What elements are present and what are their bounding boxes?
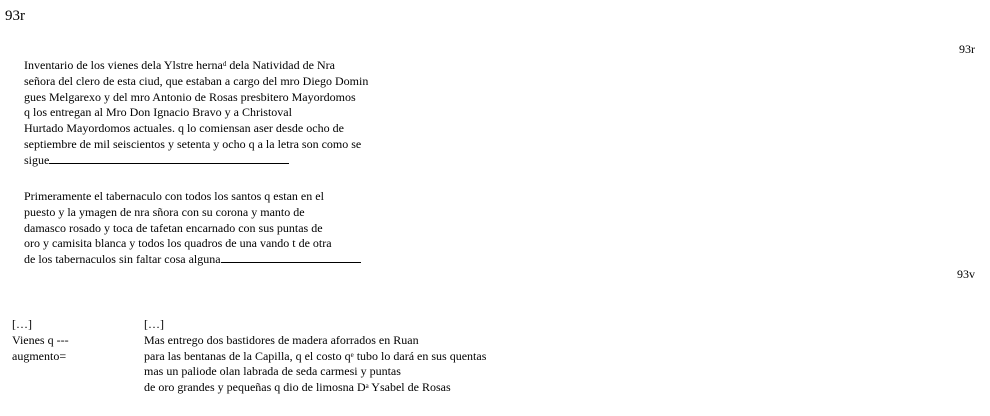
text-line: septiembre de mil seiscientos y setenta y ocho q a la letra son como se	[24, 136, 362, 151]
superscript-abbrev: d	[222, 60, 227, 68]
inventory-intro-paragraph	[24, 58, 368, 169]
entry-text-column	[144, 317, 486, 396]
text-line: de oro grandes y pequeñas q dio de limosna $D^a$ Ysabel de Rosas	[144, 380, 451, 395]
folio-number-bottom: 93v	[957, 267, 975, 281]
text-line: Hurtado Mayordomos actuales. q lo comiensan aser desde ocho de	[24, 121, 344, 136]
text-line: q los entregan al Mro Don Ignacio Bravo y a Christoval	[24, 105, 292, 120]
text-line: mas un paliode olan labrada de seda carmesi y puntas	[144, 364, 401, 379]
folio-number-top: 93r	[959, 42, 975, 56]
first-item-paragraph	[24, 189, 361, 268]
text-line: de los tabernaculos sin faltar cosa alguna	[24, 252, 361, 268]
text-line: oro y camisita blanca y todos los quadros de una vando t de otra	[24, 236, 332, 251]
text-line: Mas entrego dos bastidores de madera aforrados en Ruan	[144, 332, 419, 347]
text-line: señora del clero de esta ciud, que estaban a cargo del mro Diego Domin	[24, 73, 369, 88]
margin-note-column	[12, 317, 69, 364]
fill-rule	[49, 163, 289, 164]
text-line: Inventario de los vienes dela Ylstre herna$^d$ dela Natividad de Nra	[24, 58, 335, 72]
text-line: gues Melgarexo y del mro Antonio de Rosas presbitero Mayordomos	[24, 89, 356, 104]
text-line: Primeramente el tabernaculo con todos los santos q estan en el	[24, 189, 324, 203]
text-line: para las bentanas de la Capilla, q el costo $q^e$ tubo lo dará en sus quentas	[144, 348, 487, 363]
text-line: […]	[12, 317, 32, 331]
superscript-abbrev: a	[365, 382, 369, 391]
page-label: 93r	[5, 8, 25, 24]
text-line: Vienes q ---	[12, 332, 69, 347]
text-line: damasco rosado y toca de tafetan encarnado con sus puntas de	[24, 220, 323, 235]
text-line: […]	[144, 317, 164, 331]
superscript-abbrev: e	[350, 350, 354, 359]
text-line: augmento=	[12, 348, 67, 363]
text-line: puesto y la ymagen de nra sñora con su corona y manto de	[24, 204, 305, 219]
text-line: sigue	[24, 153, 368, 169]
fill-rule	[221, 262, 361, 263]
